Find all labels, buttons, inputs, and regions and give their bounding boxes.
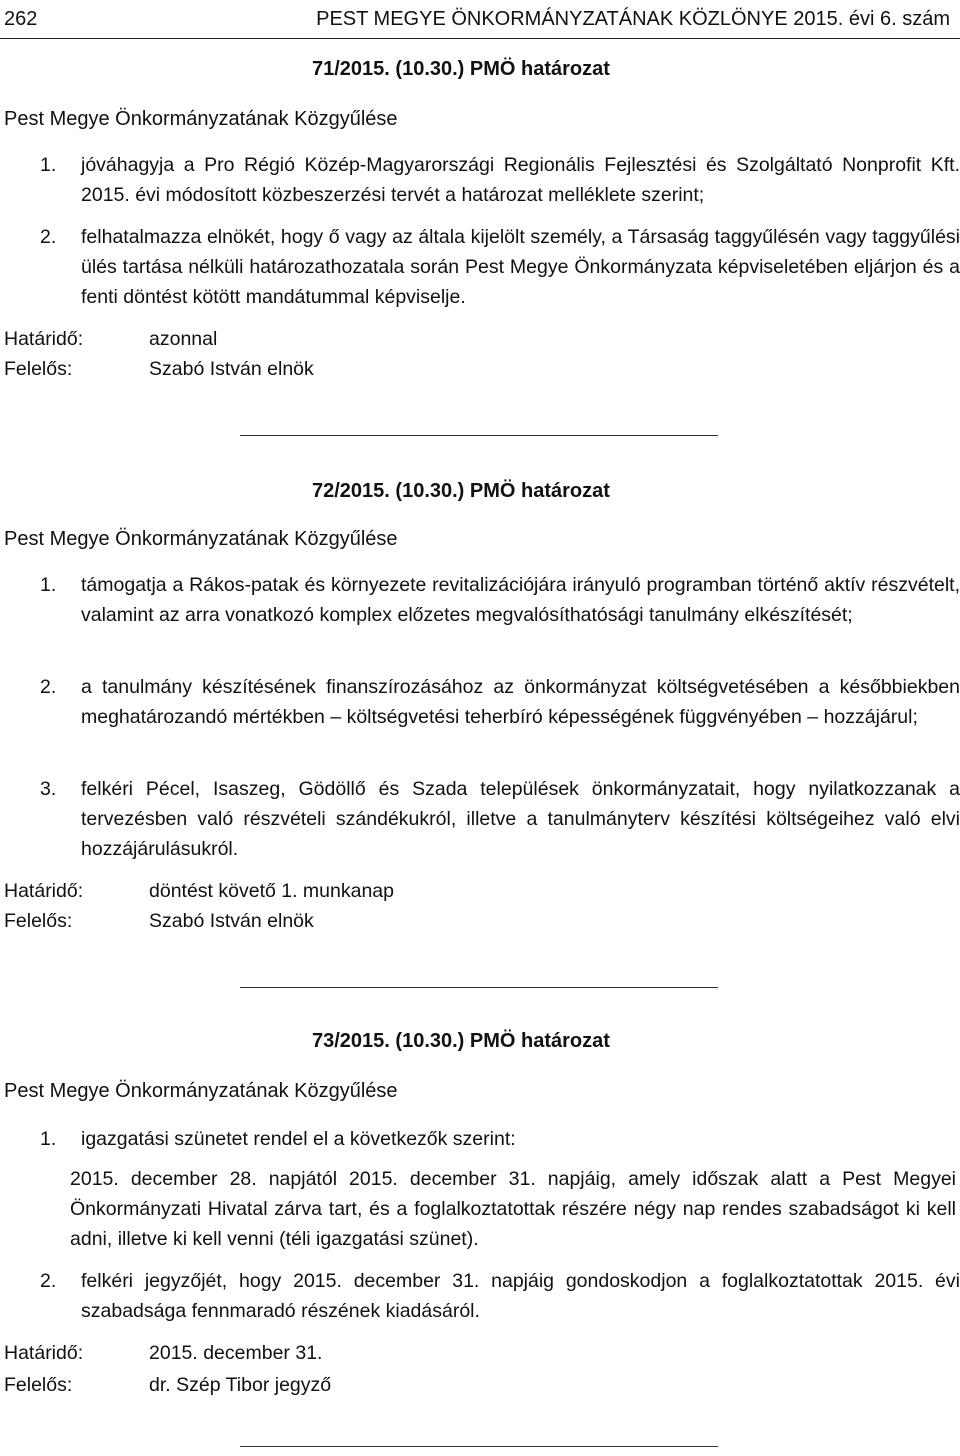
responsible-label: Felelős: [4,910,73,932]
item-text: támogatja a Rákos-patak és környezete revitalizációjára irányuló programban történő aktív részvételt, valamint az arra vonatkozó komplex előzetes megvalósíthatósági tanulmány elkészítését; [81,574,960,626]
assembly-name: Pest Megye Önkormányzatának Közgyűlése [4,108,398,130]
assembly-name: Pest Megye Önkormányzatának Közgyűlése [4,1080,398,1102]
deadline-value: döntést követő 1. munkanap [149,880,394,902]
responsible-value: Szabó István elnök [149,910,314,932]
assembly-name: Pest Megye Önkormányzatának Közgyűlése [4,528,398,550]
item-number: 2. [40,226,57,248]
responsible-label: Felelős: [4,358,73,380]
responsible-label: Felelős: [4,1374,73,1396]
deadline-label: Határidő: [4,1342,84,1364]
page-number: 262 [4,8,38,30]
page-header [0,0,960,39]
item-number: 1. [40,154,57,176]
separator-line [240,987,718,988]
resolution-title: 72/2015. (10.30.) PMÖ határozat [312,480,610,502]
responsible-value: Szabó István elnök [149,358,314,380]
item-number: 3. [40,778,57,800]
item-text: a tanulmány készítésének finanszírozásához az önkormányzat költségvetésében a későbbiekben meghatározandó mértékben – költségvetési teherbíró képességének függvényében – hozzájárul; [81,676,960,728]
closure-paragraph: 2015. december 28. napjától 2015. december 31. napjáig, amely időszak alatt a Pest Megyei Önkormányzati Hivatal zárva tart, és a foglalkoztatottak részére négy nap rendes szabadságot ki kell adni, illetve ki kell venni (téli igazgatási szünet). [70,1168,956,1250]
deadline-value: azonnal [149,328,218,350]
item-number: 1. [40,574,57,596]
separator-line [240,435,718,436]
item-text: felkéri Pécel, Isaszeg, Gödöllő és Szada települések önkormányzatait, hogy nyilatkozzanak a tervezésben való részvételi szándékukról, illetve a tanulmányterv készítési költségeihez való elvi hozzájárulásukról. [81,778,960,860]
item-text: igazgatási szünetet rendel el a következők szerint: [81,1128,516,1150]
item-text: jóváhagyja a Pro Régió Közép-Magyarországi Regionális Fejlesztési és Szolgáltató Nonprofit Kft. 2015. évi módosított közbeszerzési tervét a határozat melléklete szerint; [81,154,960,206]
item-text: felhatalmazza elnökét, hogy ő vagy az általa kijelölt személy, a Társaság taggyűlésén vagy taggyűlési ülés tartása nélküli határozathozatala során Pest Megye Önkormányzata képviseletében eljárjon és a fenti döntést kötött mandátummal képviselje. [81,226,960,308]
deadline-label: Határidő: [4,328,84,350]
item-number: 1. [40,1128,57,1150]
item-number: 2. [40,1270,57,1292]
resolution-title: 73/2015. (10.30.) PMÖ határozat [312,1030,610,1052]
journal-title: PEST MEGYE ÖNKORMÁNYZATÁNAK KÖZLÖNYE 2015. évi 6. szám [316,8,950,30]
resolution-title: 71/2015. (10.30.) PMÖ határozat [312,58,610,80]
deadline-value: 2015. december 31. [149,1342,323,1364]
item-number: 2. [40,676,57,698]
item-text: felkéri jegyzőjét, hogy 2015. december 31. napjáig gondoskodjon a foglalkoztatottak 2015. évi szabadsága fennmaradó részének kiadásáról. [81,1270,960,1322]
deadline-label: Határidő: [4,880,84,902]
separator-line [240,1446,718,1447]
responsible-value: dr. Szép Tibor jegyző [149,1374,332,1396]
